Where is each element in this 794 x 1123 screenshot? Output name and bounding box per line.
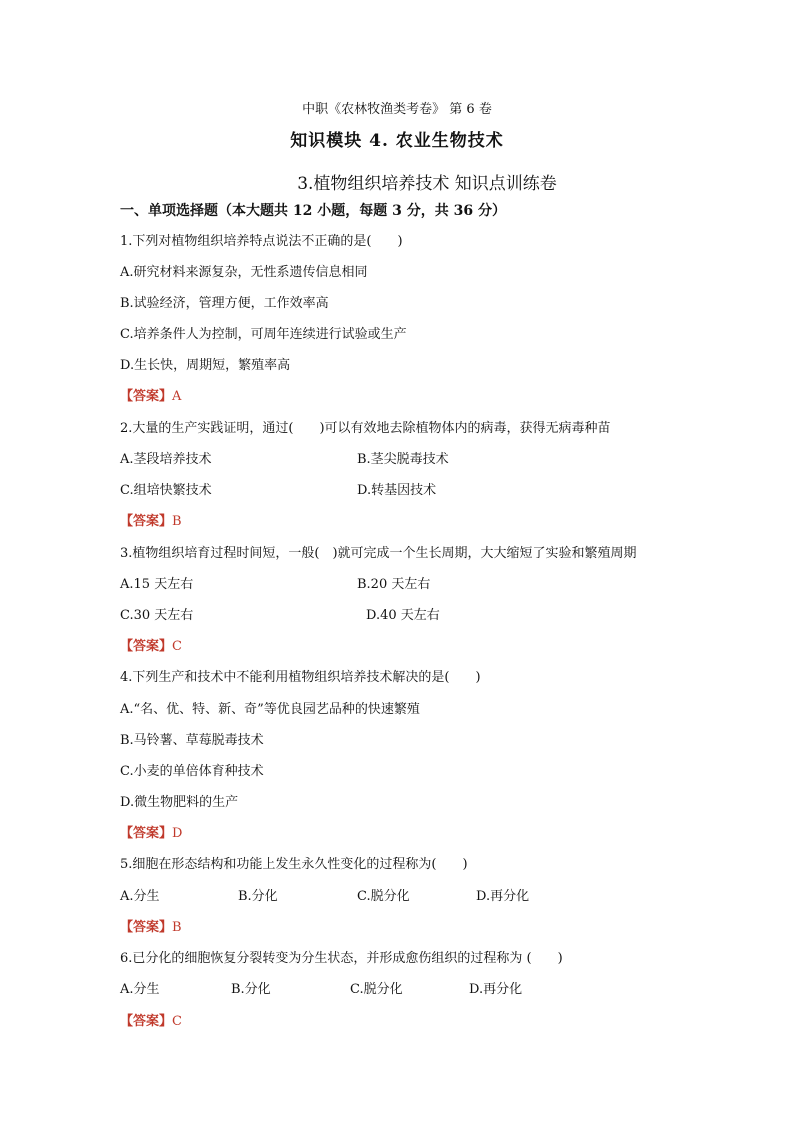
question-5-option-c: C.脱分化 bbox=[357, 889, 410, 904]
question-2-option-d: D.转基因技术 bbox=[357, 483, 437, 498]
question-4-answer bbox=[120, 822, 182, 841]
question-4-option-d: D.微生物肥料的生产 bbox=[120, 795, 239, 810]
answer-label: 【答案】 bbox=[120, 389, 173, 404]
question-3-answer bbox=[120, 635, 182, 654]
question-1-stem: 1.下列对植物组织培养特点说法不正确的是( ) bbox=[120, 234, 403, 249]
answer-value: C bbox=[172, 1014, 182, 1029]
question-1-option-d: D.生长快，周期短，繁殖率高 bbox=[120, 358, 291, 373]
question-5-option-a: A.分生 bbox=[120, 889, 160, 904]
question-2-answer bbox=[120, 510, 182, 529]
question-4-stem: 4.下列生产和技术中不能利用植物组织培养技术解决的是( ) bbox=[120, 670, 481, 685]
answer-label: 【答案】 bbox=[120, 639, 173, 654]
answer-label: 【答案】 bbox=[120, 514, 173, 529]
question-2-option-a: A.茎段培养技术 bbox=[120, 452, 212, 467]
question-1-option-b: B.试验经济，管理方便，工作效率高 bbox=[120, 296, 329, 311]
answer-value: A bbox=[172, 389, 182, 404]
question-6-option-a: A.分生 bbox=[120, 982, 160, 997]
section-title: 一、单项选择题（本大题共 12 小题，每题 3 分，共 36 分） bbox=[120, 203, 506, 219]
question-5-answer bbox=[120, 916, 182, 935]
answer-label: 【答案】 bbox=[120, 826, 173, 841]
question-6-stem: 6.已分化的细胞恢复分裂转变为分生状态，并形成愈伤组织的过程称为 ( ) bbox=[120, 951, 563, 966]
exam-series-header: 中职《农林牧渔类考卷》 第 6 卷 bbox=[302, 102, 492, 117]
question-1-option-a: A.研究材料来源复杂，无性系遗传信息相同 bbox=[120, 265, 368, 280]
answer-value: C bbox=[172, 639, 182, 654]
question-5-option-b: B.分化 bbox=[238, 889, 278, 904]
answer-value: B bbox=[172, 514, 182, 529]
question-2-option-c: C.组培快繁技术 bbox=[120, 483, 212, 498]
question-1-option-c: C.培养条件人为控制，可周年连续进行试验或生产 bbox=[120, 327, 407, 342]
answer-label: 【答案】 bbox=[120, 1014, 173, 1029]
question-6-option-c: C.脱分化 bbox=[350, 982, 403, 997]
topic-title: 3.植物组织培养技术 知识点训练卷 bbox=[297, 174, 557, 194]
question-1-answer bbox=[120, 385, 181, 404]
question-5-stem: 5.细胞在形态结构和功能上发生永久性变化的过程称为( ) bbox=[120, 857, 468, 872]
question-3-option-b: B.20 天左右 bbox=[357, 577, 431, 592]
question-4-option-c: C.小麦的单倍体育种技术 bbox=[120, 764, 264, 779]
question-6-option-b: B.分化 bbox=[231, 982, 271, 997]
answer-value: B bbox=[172, 920, 182, 935]
answer-label: 【答案】 bbox=[120, 920, 173, 935]
question-3-stem: 3.植物组织培育过程时间短，一般( )就可完成一个生长周期，大大缩短了实验和繁殖周期 bbox=[120, 546, 637, 561]
question-2-option-b: B.茎尖脱毒技术 bbox=[357, 452, 449, 467]
question-4-option-b: B.马铃薯、草莓脱毒技术 bbox=[120, 733, 264, 748]
question-2-stem: 2.大量的生产实践证明，通过( )可以有效地去除植物体内的病毒，获得无病毒种苗 bbox=[120, 421, 611, 436]
answer-value: D bbox=[172, 826, 183, 841]
question-3-option-c: C.30 天左右 bbox=[120, 608, 194, 623]
module-title: 知识模块 4. 农业生物技术 bbox=[290, 131, 504, 151]
question-3-option-d: D.40 天左右 bbox=[366, 608, 440, 623]
question-4-option-a: A.“名、优、特、新、奇”等优良园艺品种的快速繁殖 bbox=[120, 702, 420, 717]
question-6-option-d: D.再分化 bbox=[469, 982, 523, 997]
question-5-option-d: D.再分化 bbox=[476, 889, 530, 904]
question-6-answer bbox=[120, 1010, 182, 1029]
question-3-option-a: A.15 天左右 bbox=[120, 577, 194, 592]
